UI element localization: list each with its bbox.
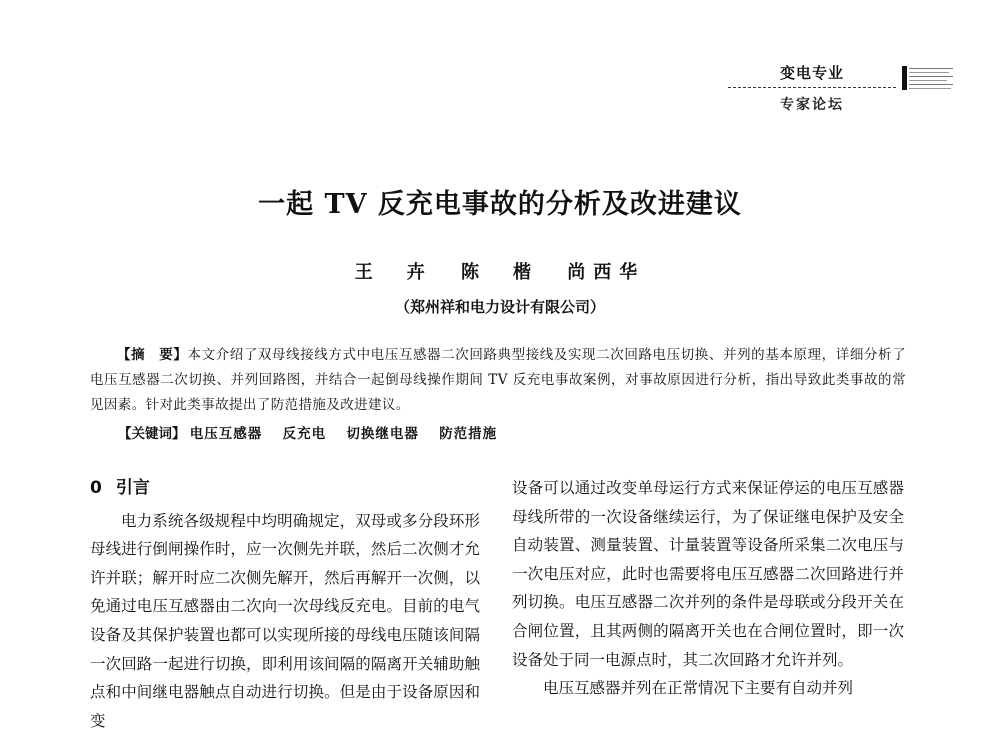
- keyword: 反充电: [282, 426, 327, 442]
- header-rule: [728, 87, 896, 88]
- keyword: 电压互感器: [189, 426, 263, 442]
- body-paragraph: 电力系统各级规程中均明确规定，双母或多分段环形母线进行倒闸操作时，应一次侧先并联，然后二次侧才允许并联；解开时应二次侧先解开，然后再解开一次侧，以免通过电压互感器由二次向一次母线反充电。目前的电气设备及其保护装置也都可以实现所接的母线电压随该间隔一次回路一起进行切换，即利用该间隔的隔离开关辅助触点和中间继电器触点自动进行切换。但是由于设备原因和变: [90, 511, 480, 730]
- body-column-left: [90, 474, 480, 735]
- article-title: 一起 TV 反充电事故的分析及改进建议: [258, 189, 742, 220]
- author-affiliation: （郑州祥和电力设计有限公司）: [394, 298, 605, 316]
- keywords-label: 【关键词】: [118, 426, 186, 442]
- body-paragraph: 设备可以通过改变单母运行方式来保证停运的电压互感器母线所带的一次设备继续运行，为了保证继电保护及安全自动装置、测量装置、计量装置等设备所采集二次电压与一次电压对应，此时也需要将电压互感器二次回路进行并列切换。电压互感器二次并列的条件是母联或分段开关在合闸位置，且其两侧的隔离开关也在合闸位置时，即一次设备处于同一电源点时，其二次回路才允许并列。: [512, 479, 904, 669]
- author-name: 陈 楷: [461, 262, 539, 283]
- keywords: [118, 422, 908, 447]
- keyword: 切换继电器: [346, 426, 419, 442]
- author-name: 王 卉: [354, 262, 433, 283]
- abstract: [90, 343, 906, 418]
- section-badge: 专家论坛: [780, 97, 844, 113]
- section-label: 变电专业: [779, 64, 844, 82]
- author-name: 尚西华: [567, 262, 646, 283]
- abstract-text: 本文介绍了双母线接线方式中电压互感器二次回路典型接线及实现二次回路电压切换、并列的基本原理，详细分析了电压互感器二次切换、并列回路图，并结合一起倒母线操作期间 TV 反充电事故案例，对事故原因进行分析，指出导致此类事故的常见因素。针对此类事故提出了防范措施及改进建议。: [90, 347, 906, 413]
- section-number: 0: [90, 478, 102, 498]
- section-title: 引言: [115, 478, 150, 498]
- body-column-right: [512, 474, 904, 703]
- author-list: [0, 258, 1000, 284]
- abstract-label: 【摘 要】: [117, 347, 188, 363]
- body-paragraph: 电压互感器并列在正常情况下主要有自动并列: [543, 679, 854, 698]
- running-header: [728, 62, 896, 114]
- section-heading: [90, 474, 480, 503]
- journal-logo-icon: [902, 66, 954, 90]
- keyword: 防范措施: [439, 426, 498, 442]
